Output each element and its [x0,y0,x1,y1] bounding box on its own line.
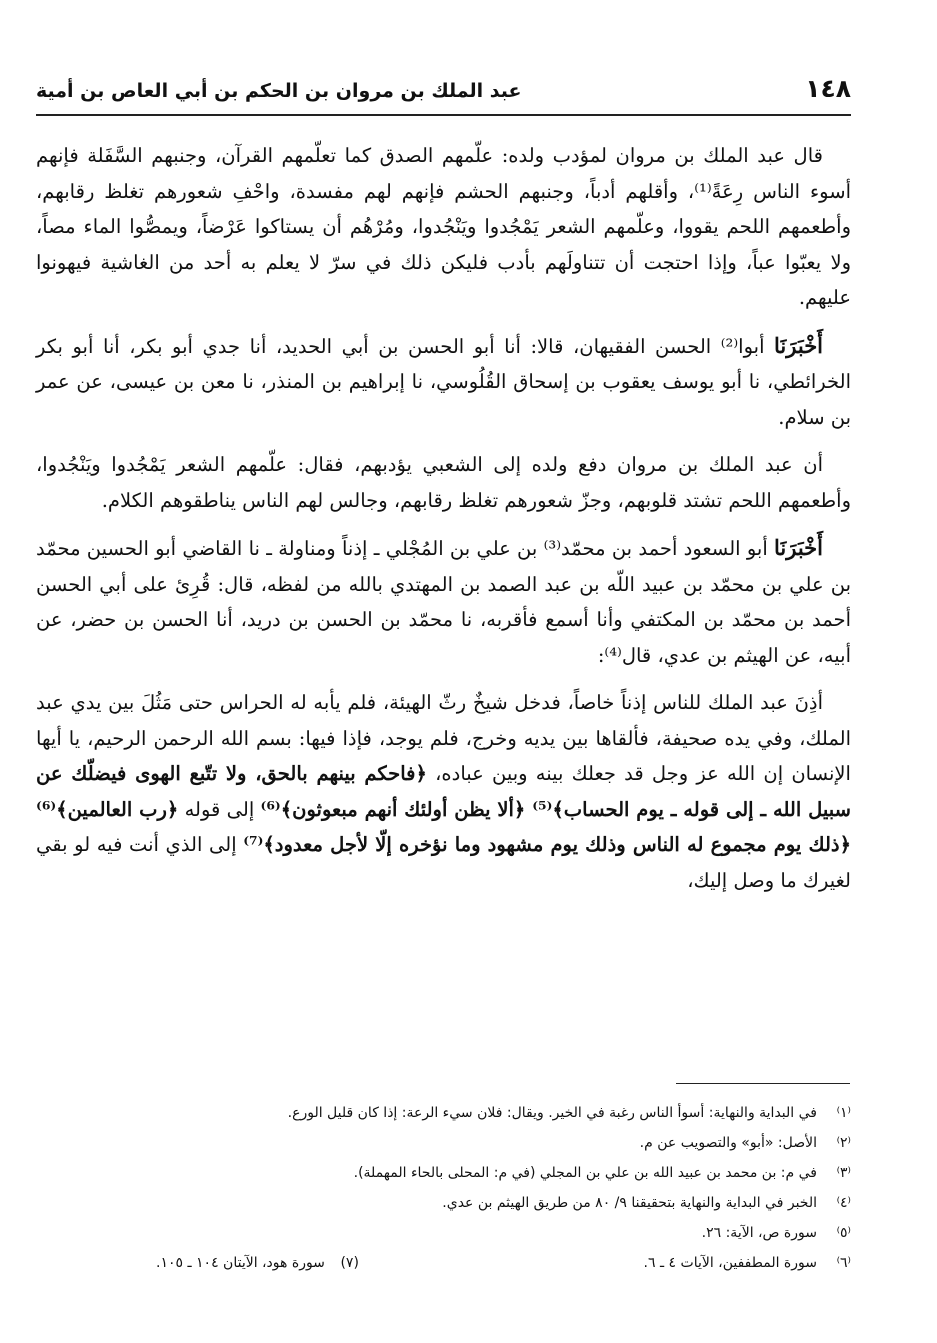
footnote-5 [36,1218,851,1248]
page-header [36,70,851,116]
footnote-7 [156,1248,359,1278]
footnotes [36,1098,851,1278]
paragraph-1-text: قال عبد الملك بن مروان لمؤدب ولده: علّمهم الصدق كما تعلّمهم القرآن، وجنبهم السَّفَلة فإنهم أسوء الناس رِعَةً⁽¹⁾، وأقلهم أدباً، وجنبهم الحشم فإنهم لهم مفسدة، واحْفِ شعورهم تغلظ رقابهم، وأطعمهم اللحم يقووا، وعلّمهم الشعر يَمْجُدوا ويَنْجُدوا، ومُرْهُم أن يستاكوا عَرْضاً، ويمصُّوا الماء مصاً، ولا يعبّوا عباً، وإذا احتجت أن تتناولَهم بأدب فليكن ذلك في سرّ لا يعلم به أحد من الغاشية فيهونوا عليهم. [36,144,852,309]
paragraph-5-text-c: إلى الذي أنت فيه لو بقي لغيرك ما وصل إليك، [36,833,851,892]
footnote-6 [644,1248,851,1278]
footnote-row-6-7 [36,1248,851,1278]
footnote-number: ⁽٥⁾ [836,1225,851,1241]
footnote-text: في م: بن محمد بن عبيد الله بن علي بن المجلي (في م: المحلى بالحاء المهملة). [353,1165,817,1181]
footnote-number: ⁽٢⁾ [836,1135,851,1151]
paragraph-2 [36,328,851,436]
footnote-text: في البداية والنهاية: أسوأ الناس رغبة في الخير. ويقال: فلان سيء الرعة: إذا كان قليل الورع. [287,1105,817,1121]
footnote-number: ⁽٣⁾ [836,1165,851,1181]
footnote-number: ⁽١⁾ [836,1105,851,1121]
footnote-text: سورة هود، الآيتان ١٠٤ ـ ١٠٥. [156,1255,325,1271]
quran-quote-2: ﴿رب العالمين﴾⁽⁶⁾ ﴿ذلك يوم مجموع له الناس وذلك يوم مشهود وما نؤخره إلّا لأجل معدود﴾⁽⁷⁾ [36,797,851,856]
footnote-number: ⁽٤⁾ [836,1195,851,1211]
paragraph-5-text-b: إلى قوله [178,797,261,821]
paragraph-1 [36,138,851,316]
footnote-text: الأصل: «أبو» والتصويب عن م. [639,1135,817,1151]
footnote-text: سورة المطففين، الآيات ٤ ـ ٦. [643,1255,817,1271]
page-number: ١٤٨ [805,74,851,103]
footnote-3 [36,1158,851,1188]
paragraph-5-text-a: أذِنَ عبد الملك للناس إذناً خاصاً، فدخل شيخٌ رثّ الهيئة، فلم يأبه له الحراس حتى مَثُلَ بين يدي عبد الملك، وفي يده صحيفة، فألقاها بين يديه وخرج، فلم يوجد، فإذا فيها: بسم الله الرحمن الرحيم، يا أيها الإنسان إن الله عز وجل قد جعلك بينه وبين عباده، [36,691,851,785]
paragraph-4-text: أبو السعود أحمد بن محمّد⁽³⁾ بن علي بن المُجْلي ـ إذناً ومناولة ـ نا القاضي أبو الحسين محمّد بن علي بن محمّد بن عبيد اللّه بن عبد الصمد بن المهتدي بالله من لفظه، قال: قُرِئ على أبي الحسن أحمد بن محمّد بن المكتفي وأنا أسمع فأقربه، نا محمّد بن الحسن بن دريد، أنا الحسن بن حضر، عن أبيه، عن الهيثم بن عدي، قال⁽⁴⁾: [36,537,851,667]
footnote-4 [36,1188,851,1218]
footnote-2 [36,1128,851,1158]
paragraph-3-text: أن عبد الملك بن مروان دفع ولده إلى الشعبي يؤدبهم، فقال: علّمهم الشعر يَمْجُدوا ويَنْجُدوا، وأطعمهم اللحم تشتد قلوبهم، وجزّ شعورهم تغلظ رقابهم، وجالس لهم الناس يناطقوهم الكلام. [36,453,851,512]
paragraph-3 [36,447,851,518]
footnote-number: (٧) [340,1255,359,1271]
quran-quote-1: ﴿فاحكم بينهم بالحق، ولا تتّبع الهوى فيضلّك عن سبيل الله ـ إلى قوله ـ يوم الحساب﴾⁽⁵⁾ ﴿ألا يظن أولئك أنهم مبعوثون﴾⁽⁶⁾ [36,762,852,821]
footnote-text: الخبر في البداية والنهاية بتحقيقنا ٩/ ٨٠ من طريق الهيثم بن عدي. [442,1195,817,1211]
paragraph-5 [36,685,851,898]
isnad-lead: أَخْبَرَنَا [774,535,823,560]
footnote-1 [36,1098,851,1128]
footnote-text: سورة ص، الآية: ٢٦. [701,1225,817,1241]
paragraph-2-text: أبوا⁽²⁾ الحسن الفقيهان، قالا: أنا أبو الحسن بن أبي الحديد، أنا جدي أبو بكر، أنا أبو بكر الخرائطي، نا أبو يوسف يعقوب بن إسحاق القُلُوسي، نا إبراهيم بن المنذر، نا معن بن عيسى، عن عمر بن سلام. [36,334,851,429]
paragraph-4 [36,530,851,673]
isnad-lead: أَخْبَرَنَا [774,332,824,358]
running-title: عبد الملك بن مروان بن الحكم بن أبي العاص بن أمية [36,80,522,102]
main-text [36,138,851,910]
footnote-number: ⁽٦⁾ [836,1255,851,1271]
footnote-divider [676,1083,850,1084]
